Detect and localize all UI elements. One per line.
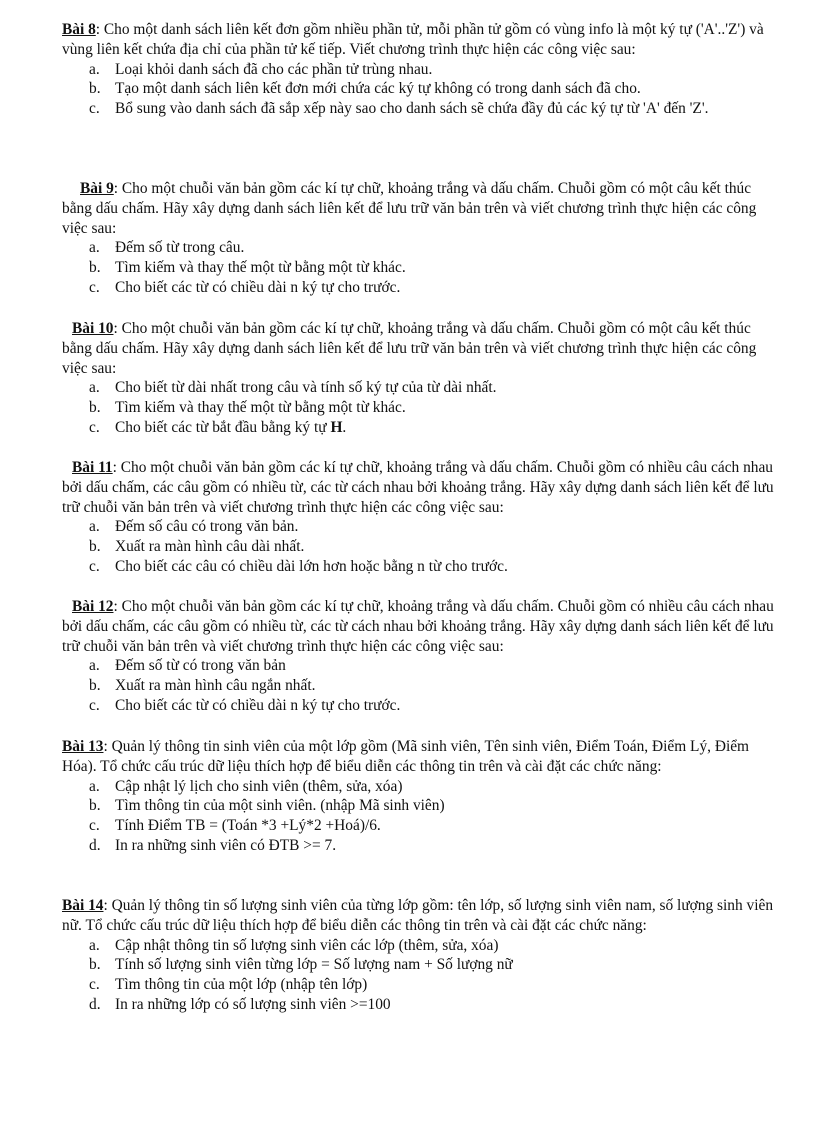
task-marker: a. xyxy=(89,239,100,257)
task-marker: c. xyxy=(89,278,100,296)
task-text: Tìm thông tin của một lớp (nhập tên lớp) xyxy=(115,976,368,994)
task-marker: a. xyxy=(89,518,100,536)
task-text: Loại khỏi danh sách đã cho các phần tử trùng nhau. xyxy=(115,60,433,78)
task-text: Tìm kiếm và thay thế một từ bằng một từ khác. xyxy=(115,259,406,277)
task-item xyxy=(62,955,784,975)
task-text: Tìm kiếm và thay thế một từ bằng một từ khác. xyxy=(115,399,406,417)
task-item xyxy=(62,936,784,956)
task-item xyxy=(62,676,784,696)
task-item xyxy=(62,975,784,995)
task-list xyxy=(62,60,784,119)
exercise-title: Bài 12 xyxy=(72,598,114,615)
exercise-title: Bài 14 xyxy=(62,897,104,914)
exercise-title: Bài 10 xyxy=(72,320,114,337)
exercise-intro xyxy=(62,896,784,936)
task-text: Đếm số từ trong câu. xyxy=(115,239,245,257)
exercise-12 xyxy=(62,597,784,716)
task-item xyxy=(62,777,784,797)
task-list xyxy=(62,656,784,715)
task-list xyxy=(62,517,784,576)
exercise-intro xyxy=(62,597,784,656)
task-marker: b. xyxy=(89,80,101,98)
task-text: Cho biết các câu có chiều dài lớn hơn hoặc bằng n từ cho trước. xyxy=(115,557,508,575)
task-text: Đếm số câu có trong văn bản. xyxy=(115,518,299,536)
task-text-tail: . xyxy=(342,418,347,436)
task-marker: b. xyxy=(89,259,101,277)
task-text: Cập nhật thông tin số lượng sinh viên các lớp (thêm, sửa, xóa) xyxy=(115,936,499,954)
task-text: Cho biết các từ bắt đầu bằng ký tự xyxy=(115,418,331,436)
task-marker: c. xyxy=(89,418,100,436)
task-text: Bổ sung vào danh sách đã sắp xếp này sao cho danh sách sẽ chứa đầy đủ các ký tự từ 'A' đến 'Z'. xyxy=(115,100,709,118)
task-list xyxy=(62,238,784,297)
task-item xyxy=(62,99,784,119)
task-item xyxy=(62,278,784,298)
task-marker: a. xyxy=(89,777,100,795)
task-marker: a. xyxy=(89,936,100,954)
task-text: Cho biết từ dài nhất trong câu và tính số ký tự của từ dài nhất. xyxy=(115,379,497,397)
task-item xyxy=(62,378,784,398)
exercise-14 xyxy=(62,896,784,1015)
task-text: In ra những sinh viên có ĐTB >= 7. xyxy=(115,836,337,854)
task-marker: b. xyxy=(89,399,101,417)
exercise-8 xyxy=(62,20,784,119)
task-text: Xuất ra màn hình câu ngắn nhất. xyxy=(115,677,316,695)
task-item xyxy=(62,258,784,278)
task-marker: b. xyxy=(89,956,101,974)
task-marker: c. xyxy=(89,817,100,835)
task-item xyxy=(62,557,784,577)
exercise-title: Bài 13 xyxy=(62,738,104,755)
exercise-11 xyxy=(62,458,784,577)
exercise-description: : Quản lý thông tin số lượng sinh viên của từng lớp gồm: tên lớp, số lượng sinh viên nam, số lượng sinh viên nữ. Tổ chức cấu trúc dữ liệu thích hợp để biểu diễn các thông tin trên và cài đặt các chức năng: xyxy=(62,897,774,934)
task-item xyxy=(62,796,784,816)
task-marker: c. xyxy=(89,557,100,575)
exercise-intro xyxy=(62,737,784,777)
exercise-intro xyxy=(62,20,784,60)
task-item xyxy=(62,537,784,557)
task-marker: b. xyxy=(89,797,101,815)
task-list xyxy=(62,936,784,1015)
task-item xyxy=(62,656,784,676)
task-text: Tìm thông tin của một sinh viên. (nhập Mã sinh viên) xyxy=(115,797,445,815)
task-marker: c. xyxy=(89,696,100,714)
task-item xyxy=(62,238,784,258)
exercise-title: Bài 11 xyxy=(72,459,113,476)
exercise-description: : Cho một danh sách liên kết đơn gồm nhiều phần tử, mỗi phần tử gồm có vùng info là một ký tự ('A'..'Z') và vùng liên kết chứa địa chỉ của phần tử kế tiếp. Viết chương trình thực hiện các công việc sau: xyxy=(62,21,764,58)
task-item xyxy=(62,517,784,537)
exercise-title: Bài 9 xyxy=(80,180,114,197)
exercise-intro xyxy=(62,179,784,238)
exercise-description: : Cho một chuỗi văn bản gồm các kí tự chữ, khoảng trắng và dấu chấm. Chuỗi gồm có một câu kết thúc bằng dấu chấm. Hãy xây dựng danh sách liên kết để lưu trữ văn bản trên và viết chương trình thực hiện các công việc sau: xyxy=(62,320,757,377)
task-text: Cho biết các từ có chiều dài n ký tự cho trước. xyxy=(115,278,401,296)
task-text: Tính Điểm TB = (Toán *3 +Lý*2 +Hoá)/6. xyxy=(115,817,381,835)
exercise-10 xyxy=(62,319,784,438)
exercise-intro xyxy=(62,458,784,517)
exercise-13 xyxy=(62,737,784,856)
task-marker: b. xyxy=(89,677,101,695)
task-item xyxy=(62,398,784,418)
exercise-description: : Cho một chuỗi văn bản gồm các kí tự chữ, khoảng trắng và dấu chấm. Chuỗi gồm có một câu kết thúc bằng dấu chấm. Hãy xây dựng danh sách liên kết để lưu trữ văn bản trên và viết chương trình thực hiện các công việc sau: xyxy=(62,180,757,237)
task-marker: a. xyxy=(89,379,100,397)
task-marker: a. xyxy=(89,657,100,675)
exercise-description: : Cho một chuỗi văn bản gồm các kí tự chữ, khoảng trắng và dấu chấm. Chuỗi gồm có nhiều câu cách nhau bởi dấu chấm, các câu gồm có nhiều từ, các từ cách nhau bởi khoảng trắng. Hãy xây dựng danh sách liên kết để lưu trữ chuỗi văn bản trên và viết chương trình thực hiện các công việc sau: xyxy=(62,459,774,516)
task-item xyxy=(62,79,784,99)
task-marker: a. xyxy=(89,60,100,78)
task-text: Xuất ra màn hình câu dài nhất. xyxy=(115,538,305,556)
task-marker: d. xyxy=(89,836,101,854)
exercise-9 xyxy=(62,179,784,298)
task-list xyxy=(62,378,784,437)
task-marker: d. xyxy=(89,995,101,1013)
task-item xyxy=(62,696,784,716)
exercise-title: Bài 8 xyxy=(62,21,96,38)
task-marker: b. xyxy=(89,538,101,556)
task-text: Cho biết các từ có chiều dài n ký tự cho trước. xyxy=(115,696,401,714)
task-text: Tính số lượng sinh viên từng lớp = Số lượng nam + Số lượng nữ xyxy=(115,956,513,974)
exercise-description: : Quản lý thông tin sinh viên của một lớp gồm (Mã sinh viên, Tên sinh viên, Điểm Toán, Điểm Lý, Điểm Hóa). Tổ chức cấu trúc dữ liệu thích hợp để biểu diễn các thông tin trên và cài đặt các chức năng: xyxy=(62,738,750,775)
task-marker: c. xyxy=(89,100,100,118)
task-item xyxy=(62,60,784,80)
task-text: Tạo một danh sách liên kết đơn mới chứa các ký tự không có trong danh sách đã cho. xyxy=(115,80,641,98)
task-item xyxy=(62,418,784,438)
task-item xyxy=(62,816,784,836)
task-text: In ra những lớp có số lượng sinh viên >=100 xyxy=(115,995,391,1013)
exercise-intro xyxy=(62,319,784,378)
task-text-bold: H xyxy=(330,418,343,436)
task-text: Cập nhật lý lịch cho sinh viên (thêm, sửa, xóa) xyxy=(115,777,403,795)
task-item xyxy=(62,836,784,856)
exercise-description: : Cho một chuỗi văn bản gồm các kí tự chữ, khoảng trắng và dấu chấm. Chuỗi gồm có nhiều câu cách nhau bởi dấu chấm, các câu gồm có nhiều từ, các từ cách nhau bởi khoảng trắng. Hãy xây dựng danh sách liên kết để lưu trữ chuỗi văn bản trên và viết chương trình thực hiện các công việc sau: xyxy=(62,598,774,655)
task-marker: c. xyxy=(89,976,100,994)
task-item xyxy=(62,995,784,1015)
task-list xyxy=(62,777,784,856)
task-text: Đếm số từ có trong văn bản xyxy=(115,657,286,675)
